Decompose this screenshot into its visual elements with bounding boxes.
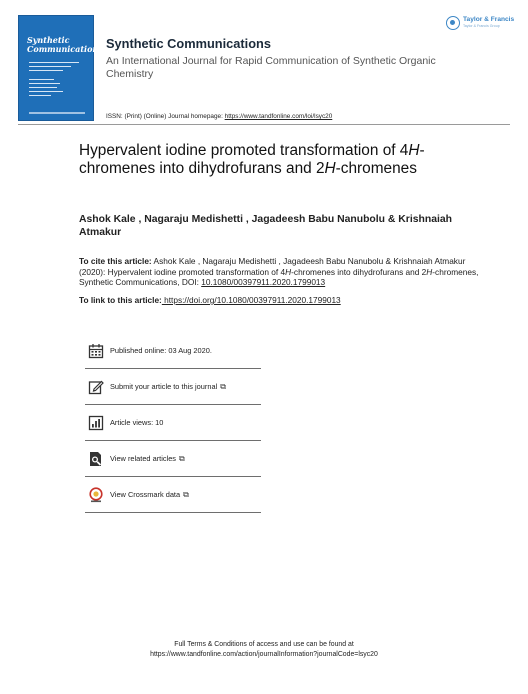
- article-title: Hypervalent iodine promoted transformation of 4H-chromenes into dihydrofurans and 2H-chromenes: [79, 142, 425, 177]
- article-info-list: [85, 333, 261, 513]
- published-online-label: Published online: 03 Aug 2020.: [110, 346, 212, 355]
- issn-text: ISSN: (Print) (Online) Journal homepage:: [106, 113, 225, 120]
- journal-title[interactable]: Synthetic Communications: [106, 36, 271, 51]
- citation-label: To cite this article:: [79, 256, 152, 266]
- bar-chart-icon: [87, 414, 104, 431]
- issn-line: [106, 113, 332, 120]
- cover-text-lines: [29, 62, 85, 99]
- crossmark-row[interactable]: [85, 477, 261, 513]
- link-label: To link to this article:: [79, 295, 162, 305]
- crossmark-link[interactable]: View Crossmark data: [110, 490, 181, 499]
- article-link-line: [79, 295, 479, 305]
- article-views-row: [85, 405, 261, 441]
- article-authors: Ashok Kale , Nagaraju Medishetti , Jagadeesh Babu Nanubolu & Krishnaiah Atmakur: [79, 214, 452, 238]
- edit-icon: [87, 378, 104, 395]
- publisher-name: Taylor & Francis: [463, 16, 515, 24]
- header-divider: [18, 124, 510, 125]
- citation-block: To cite this article: Ashok Kale , Nagaraju Medishetti , Jagadeesh Babu Nanubolu & Krishnaiah Atmakur (2020): Hypervalent iodine promoted transformation of 4H-chromenes into dihydrofurans and 2H-chromenes, Synthetic Communications, DOI: 10.1080/00397911.2020.1799013: [79, 256, 479, 287]
- terms-footer: [60, 640, 468, 659]
- search-document-icon: [87, 450, 104, 467]
- publisher-logo: [446, 14, 518, 32]
- external-link-icon: ⧉: [183, 489, 189, 499]
- citation-doi-link[interactable]: 10.1080/00397911.2020.1799013: [201, 277, 326, 287]
- submit-article-row[interactable]: [85, 369, 261, 405]
- calendar-icon: [87, 342, 104, 359]
- cover-footer: [29, 112, 85, 114]
- terms-text: Full Terms & Conditions of access and use can be found at: [174, 641, 354, 648]
- external-link-icon: ⧉: [179, 453, 185, 463]
- crossmark-icon: [87, 486, 104, 503]
- related-articles-link[interactable]: View related articles: [110, 454, 176, 463]
- journal-homepage-link[interactable]: https://www.tandfonline.com/loi/lsyc20: [224, 113, 333, 120]
- external-link-icon: ⧉: [220, 381, 226, 391]
- journal-subtitle: An International Journal for Rapid Communication of Synthetic Organic Chemistry: [106, 55, 436, 80]
- publisher-group: Taylor & Francis Group: [463, 24, 500, 28]
- related-articles-row[interactable]: [85, 441, 261, 477]
- terms-url[interactable]: https://www.tandfonline.com/action/journalInformation?journalCode=lsyc20: [150, 650, 378, 658]
- submit-article-link[interactable]: Submit your article to this journal: [110, 382, 218, 391]
- cover-title: Synthetic Communications: [27, 35, 103, 54]
- published-online-row: [85, 333, 261, 369]
- publisher-logo-icon: [446, 16, 460, 30]
- article-doi-link[interactable]: https://doi.org/10.1080/00397911.2020.1799013: [161, 295, 341, 305]
- journal-cover-image: [18, 15, 103, 121]
- article-views-label: Article views: 10: [110, 418, 164, 427]
